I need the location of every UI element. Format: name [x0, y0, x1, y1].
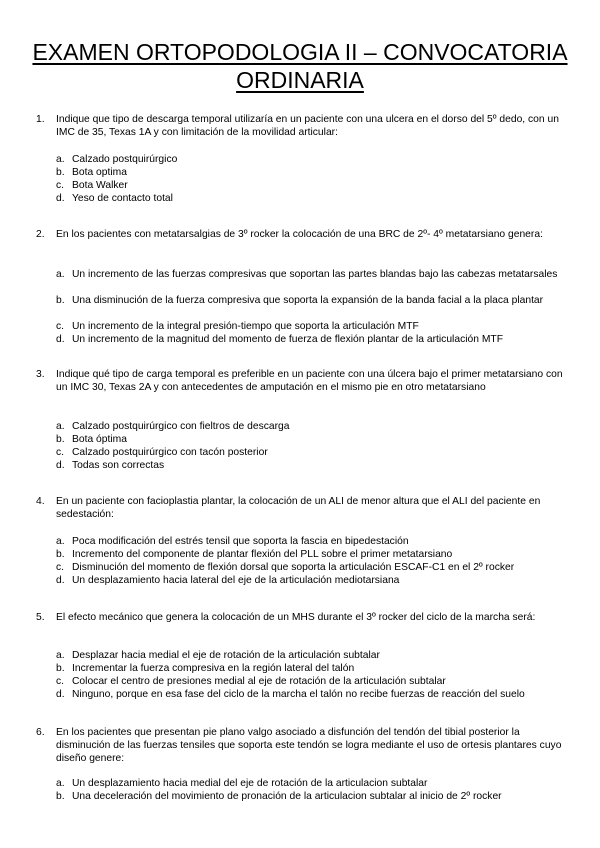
option-b	[0, 433, 600, 446]
option-d	[0, 192, 600, 205]
option-letter: d.	[56, 460, 65, 471]
option-text: Un desplazamiento hacia lateral del eje de la articulación mediotarsiana	[72, 575, 400, 586]
option-text: Incremento del componente de plantar flexión del PLL sobre el primer metatarsiano	[72, 549, 453, 560]
question-number: 3.	[36, 369, 45, 380]
option-letter: a.	[56, 650, 65, 661]
question-number: 6.	[36, 727, 45, 738]
option-b	[0, 790, 600, 803]
question-number: 5.	[36, 612, 45, 623]
option-letter: b.	[56, 295, 65, 306]
option-text: Un incremento de las fuerzas compresivas que soportan las partes blandas bajo las cabezas metatarsales	[72, 269, 558, 280]
question-text: Indique que tipo de descarga temporal utilizaría en un paciente con una ulcera en el dorso del 5º dedo, con un IMC de 35, Texas 1A y con limitación de la movilidad articular:	[56, 114, 559, 138]
option-letter: d.	[56, 334, 65, 345]
title-line-2: ORDINARIA	[236, 67, 364, 93]
options-list	[0, 649, 600, 701]
option-d	[0, 333, 600, 346]
option-d	[0, 574, 600, 587]
option-a	[0, 649, 600, 662]
option-letter: b.	[56, 549, 65, 560]
option-letter: b.	[56, 791, 65, 802]
question-text: En un paciente con facioplastia plantar, la colocación de un ALI de menor altura que el ALI del paciente en sedestación:	[56, 496, 541, 520]
option-letter: a.	[56, 154, 65, 165]
option-text: Bota óptima	[72, 434, 127, 445]
option-b	[0, 294, 600, 320]
options-list	[0, 777, 600, 803]
question-text: En los pacientes que presentan pie plano valgo asociado a disfunción del tendón del tibial posterior la disminución de las fuerzas tensiles que soporta este tendón se logra mediante el uso de ortesis plantares cuyo diseño genere:	[56, 727, 562, 764]
option-b	[0, 548, 600, 561]
question-number: 4.	[36, 496, 45, 507]
option-letter: c.	[56, 676, 65, 687]
option-d	[0, 459, 600, 472]
options-list	[0, 420, 600, 472]
option-a	[0, 777, 600, 790]
options-list	[0, 153, 600, 205]
question-text: El efecto mecánico que genera la colocación de un MHS durante el 3º rocker del ciclo de la marcha será:	[56, 612, 536, 623]
option-text: Un desplazamiento hacia medial del eje de rotación de la articulacion subtalar	[72, 778, 428, 789]
option-letter: b.	[56, 663, 65, 674]
option-text: Un incremento de la integral presión-tiempo que soporta la articulación MTF	[72, 321, 419, 332]
option-text: Una disminución de la fuerza compresiva que soporta la expansión de la banda facial a la placa plantar	[72, 295, 544, 306]
option-text: Calzado postquirúrgico con tacón posterior	[72, 447, 268, 458]
option-letter: a.	[56, 778, 65, 789]
option-letter: d.	[56, 689, 65, 700]
option-text: Colocar el centro de presiones medial al eje de rotación de la articulación subtalar	[72, 676, 446, 687]
option-text: Un incremento de la magnitud del momento de fuerza de flexión plantar de la articulación MTF	[72, 334, 503, 345]
option-a	[0, 535, 600, 548]
option-text: Una deceleración del movimiento de pronación de la articulacion subtalar al inicio de 2º rocker	[72, 791, 502, 802]
option-c	[0, 675, 600, 688]
option-c	[0, 561, 600, 574]
question-text: En los pacientes con metatarsalgias de 3º rocker la colocación de una BRC de 2º- 4º metatarsiano genera:	[56, 229, 543, 240]
option-text: Calzado postquirúrgico	[72, 154, 178, 165]
options-list	[0, 535, 600, 587]
option-c	[0, 179, 600, 192]
option-letter: a.	[56, 421, 65, 432]
option-letter: b.	[56, 167, 65, 178]
option-a	[0, 268, 600, 294]
option-letter: d.	[56, 575, 65, 586]
option-text: Incrementar la fuerza compresiva en la región lateral del talón	[72, 663, 355, 674]
option-text: Poca modificación del estrés tensil que soporta la fascia en bipedestación	[72, 536, 409, 547]
page-title	[0, 38, 600, 94]
question-number: 1.	[36, 114, 45, 125]
option-text: Todas son correctas	[72, 460, 165, 471]
option-letter: c.	[56, 180, 65, 191]
option-text: Yeso de contacto total	[72, 193, 173, 204]
option-c	[0, 320, 600, 333]
option-b	[0, 662, 600, 675]
option-b	[0, 166, 600, 179]
option-text: Desplazar hacia medial el eje de rotación de la articulación subtalar	[72, 650, 380, 661]
option-d	[0, 688, 600, 701]
option-letter: b.	[56, 434, 65, 445]
option-a	[0, 420, 600, 433]
option-letter: c.	[56, 562, 65, 573]
question-number: 2.	[36, 229, 45, 240]
option-c	[0, 446, 600, 459]
title-line-1: EXAMEN ORTOPODOLOGIA II – CONVOCATORIA	[32, 39, 568, 65]
options-list	[0, 268, 600, 346]
option-letter: c.	[56, 447, 65, 458]
option-letter: a.	[56, 536, 65, 547]
option-a	[0, 153, 600, 166]
option-text: Disminución del momento de flexión dorsal que soporta la articulación ESCAF-C1 en el 2º rocker	[72, 562, 515, 573]
option-letter: d.	[56, 193, 65, 204]
option-text: Calzado postquirúrgico con fieltros de descarga	[72, 421, 290, 432]
option-text: Bota optima	[72, 167, 127, 178]
option-text: Ninguno, porque en esa fase del ciclo de la marcha el talón no recibe fuerzas de reacción del suelo	[72, 689, 525, 700]
option-letter: c.	[56, 321, 65, 332]
option-letter: a.	[56, 269, 65, 280]
option-text: Bota Walker	[72, 180, 128, 191]
question-text: Indique qué tipo de carga temporal es preferible en un paciente con una úlcera bajo el primer metatarsiano con un IMC 30, Texas 2A y con antecedentes de amputación en el mismo pie en otro metatarsiano	[56, 369, 563, 393]
